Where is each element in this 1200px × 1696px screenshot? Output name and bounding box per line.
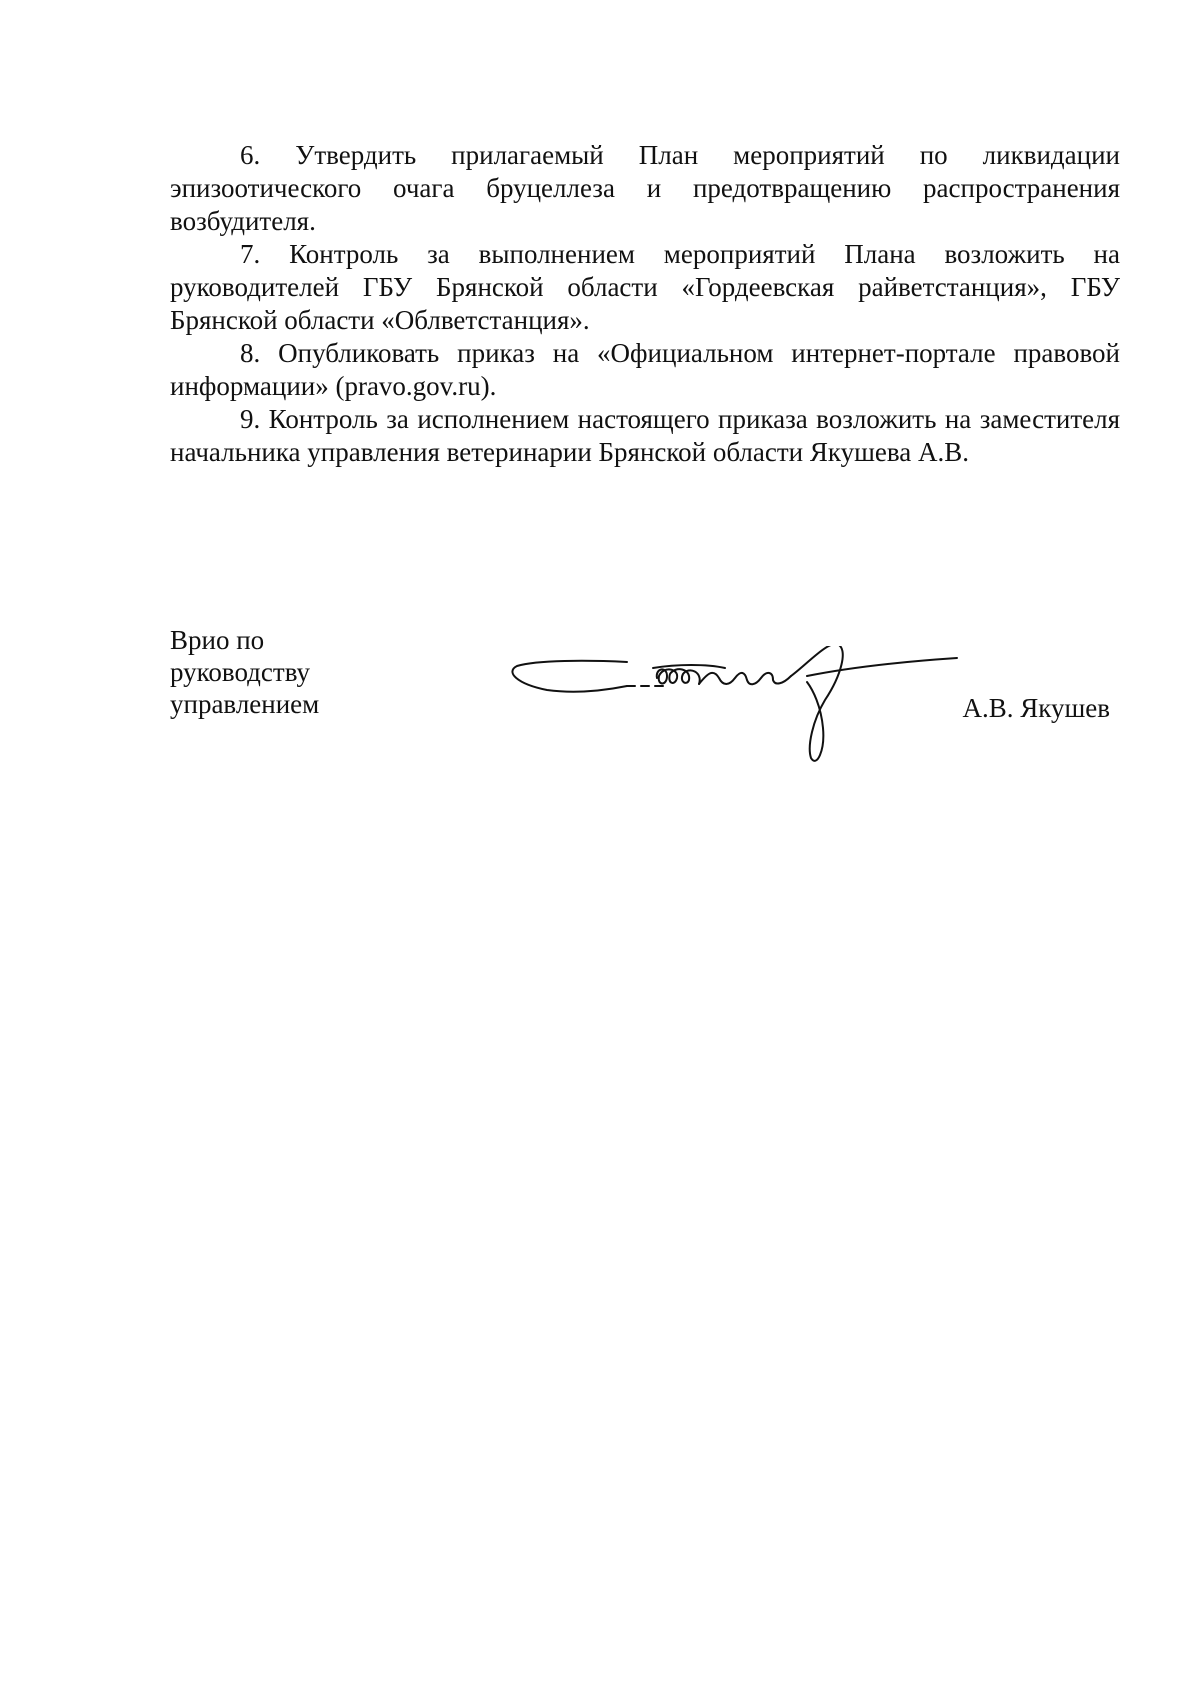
signer-position-line: управлением xyxy=(170,689,320,719)
handwritten-signature xyxy=(507,646,967,776)
paragraph-7: 7. Контроль за выполнением мероприятий Плана возложить на руководителей ГБУ Брянской области «Гордеевская райветстанция», ГБУ Брянской области «Облветстанция». xyxy=(170,239,1120,335)
signer-name: А.В. Якушев xyxy=(962,693,1110,723)
signer-position-line: Врио по xyxy=(170,625,265,655)
signature-block xyxy=(170,624,1120,774)
paragraph-9: 9. Контроль за исполнением настоящего приказа возложить на заместителя начальника управления ветеринарии Брянской области Якушева А.В. xyxy=(170,404,1120,467)
signer-position xyxy=(170,624,390,720)
document-body xyxy=(170,139,1120,469)
paragraph-8: 8. Опубликовать приказ на «Официальном интернет-портале правовой информации» (pravo.gov.ru). xyxy=(170,338,1120,401)
signer-position-line: руководству xyxy=(170,657,311,687)
paragraph-6: 6. Утвердить прилагаемый План мероприятий по ликвидации эпизоотического очага бруцеллеза и предотвращению распространения возбудителя. xyxy=(170,140,1120,236)
